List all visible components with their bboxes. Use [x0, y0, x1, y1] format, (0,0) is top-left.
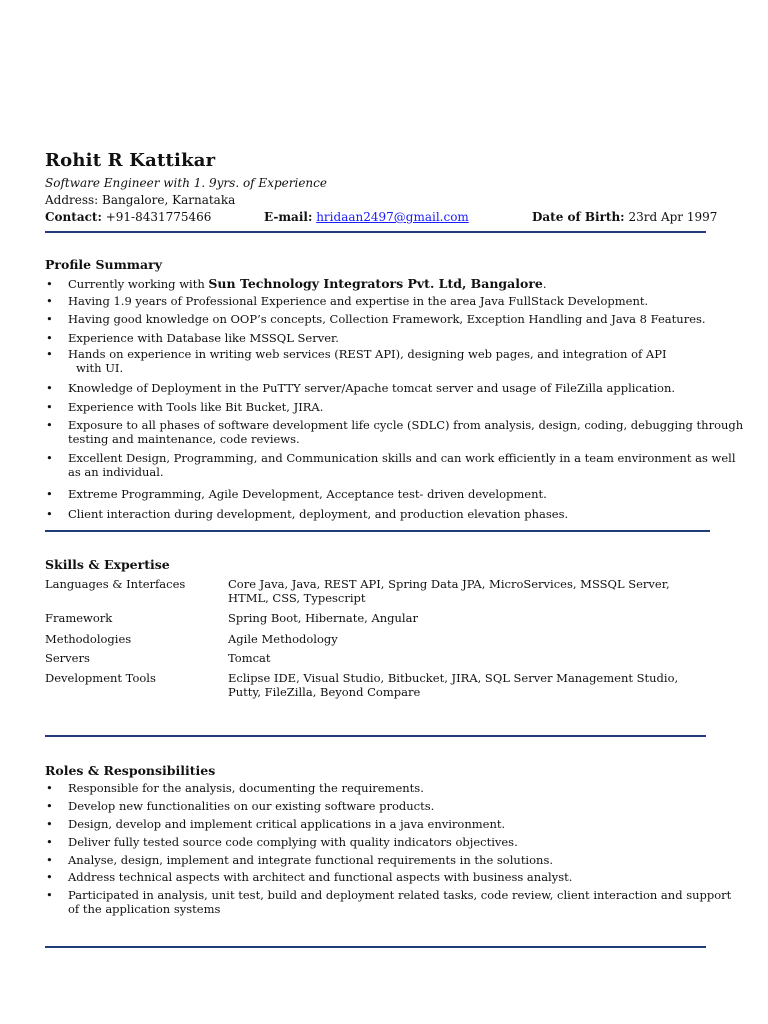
email-label: E-mail:: [264, 210, 313, 224]
bullet-mark: •: [46, 381, 53, 395]
bullet-mark: •: [46, 781, 53, 795]
bullet-mark: •: [46, 507, 53, 521]
bullet-mark: •: [46, 331, 53, 345]
bullet-mark: •: [46, 835, 53, 849]
skill-value: Eclipse IDE, Visual Studio, Bitbucket, JIRA, SQL Server Management Studio, Putty, FileZilla, Beyond Compare: [228, 671, 679, 699]
text-segment: .: [542, 277, 547, 291]
contact-value: +91-8431775466: [105, 210, 212, 224]
bullet-mark: •: [46, 799, 53, 813]
roles-item-continuation: of the application systems: [68, 902, 221, 916]
roles-item-text: Address technical aspects with architect and functional aspects with business analyst.: [68, 870, 573, 884]
profile-summary-item-text: Experience with Database like MSSQL Server.: [68, 331, 339, 345]
roles-item-text: Deliver fully tested source code complying with quality indicators objectives.: [68, 835, 518, 849]
bullet-mark: •: [46, 418, 53, 432]
candidate-subtitle: Software Engineer with 1. 9yrs. of Experience: [45, 176, 327, 190]
profile-summary-item-continuation: testing and maintenance, code reviews.: [68, 432, 300, 446]
roles-title: Roles & Responsibilities: [45, 763, 216, 778]
skill-value: Spring Boot, Hibernate, Angular: [228, 611, 418, 625]
skill-label: Methodologies: [45, 632, 132, 646]
skill-value-continuation: Putty, FileZilla, Beyond Compare: [228, 685, 421, 699]
roles-item-text: Design, develop and implement critical applications in a java environment.: [68, 817, 506, 831]
dob-label: Date of Birth:: [532, 210, 625, 224]
profile-summary-item-text: Exposure to all phases of software development life cycle (SDLC) from analysis, design, coding, debugging through testing and maintenance, code reviews.: [68, 418, 744, 446]
email-link[interactable]: hridaan2497@gmail.com: [316, 210, 469, 224]
bullet-mark: •: [46, 312, 53, 326]
bullet-mark: •: [46, 277, 53, 291]
divider-rule: [45, 530, 710, 532]
bullet-mark: •: [46, 853, 53, 867]
profile-summary-title: Profile Summary: [45, 257, 162, 272]
divider-rule: [45, 231, 706, 233]
bullet-mark: •: [46, 451, 53, 465]
profile-summary-item-continuation: as an individual.: [68, 465, 164, 479]
contact-label: Contact:: [45, 210, 102, 224]
profile-summary-item-text: [68, 277, 547, 291]
profile-summary-item-text: Having good knowledge on OOP’s concepts, Collection Framework, Exception Handling and Java 8 Features.: [68, 312, 706, 326]
text-segment: Currently working with: [68, 277, 209, 291]
company-name: Sun Technology Integrators Pvt. Ltd, Bangalore: [208, 276, 543, 291]
skill-label: Framework: [45, 611, 113, 625]
bullet-mark: •: [46, 487, 53, 501]
bullet-mark: •: [46, 870, 53, 884]
profile-summary-item-continuation: with UI.: [76, 361, 124, 375]
bullet-mark: •: [46, 347, 53, 361]
profile-summary-item-text: Extreme Programming, Agile Development, Acceptance test- driven development.: [68, 487, 547, 501]
bullet-mark: •: [46, 294, 53, 308]
skill-label: Languages & Interfaces: [45, 577, 186, 591]
skill-value: Agile Methodology: [228, 632, 338, 646]
candidate-address: Address: Bangalore, Karnataka: [45, 193, 236, 207]
roles-item-text: Responsible for the analysis, documenting the requirements.: [68, 781, 424, 795]
roles-item-text: Participated in analysis, unit test, build and deployment related tasks, code review, client interaction and support of the application systems: [68, 888, 732, 916]
roles-item-text: Develop new functionalities on our existing software products.: [68, 799, 435, 813]
candidate-name: Rohit R Kattikar: [45, 150, 216, 171]
dob-value: 23rd Apr 1997: [628, 210, 718, 224]
skills-title: Skills & Expertise: [45, 557, 170, 572]
profile-summary-item-text: Knowledge of Deployment in the PuTTY server/Apache tomcat server and usage of FileZilla application.: [68, 381, 676, 395]
skill-label: Development Tools: [45, 671, 156, 685]
profile-summary-item-text: Having 1.9 years of Professional Experience and expertise in the area Java FullStack Development.: [68, 294, 649, 308]
skill-value: Core Java, Java, REST API, Spring Data JPA, MicroServices, MSSQL Server, HTML, CSS, Typescript: [228, 577, 670, 605]
bullet-mark: •: [46, 817, 53, 831]
contact-email: [264, 210, 469, 224]
profile-summary-item-text: Client interaction during development, deployment, and production elevation phases.: [68, 507, 569, 521]
profile-summary-item-text: Experience with Tools like Bit Bucket, JIRA.: [68, 400, 324, 414]
profile-summary-item-text: Excellent Design, Programming, and Communication skills and can work efficiently in a team environment as well as an individual.: [68, 451, 736, 479]
divider-rule: [45, 946, 706, 948]
bullet-mark: •: [46, 888, 53, 902]
roles-item-text: Analyse, design, implement and integrate functional requirements in the solutions.: [68, 853, 553, 867]
contact-row: [45, 210, 718, 226]
profile-summary-item-text: Hands on experience in writing web services (REST API), designing web pages, and integration of API with UI.: [68, 347, 667, 375]
skill-label: Servers: [45, 651, 90, 665]
skill-value: Tomcat: [228, 651, 271, 665]
bullet-mark: •: [46, 400, 53, 414]
contact-phone: [45, 210, 211, 224]
skill-value-continuation: HTML, CSS, Typescript: [228, 591, 366, 605]
divider-rule: [45, 735, 706, 737]
contact-dob: [532, 210, 717, 224]
